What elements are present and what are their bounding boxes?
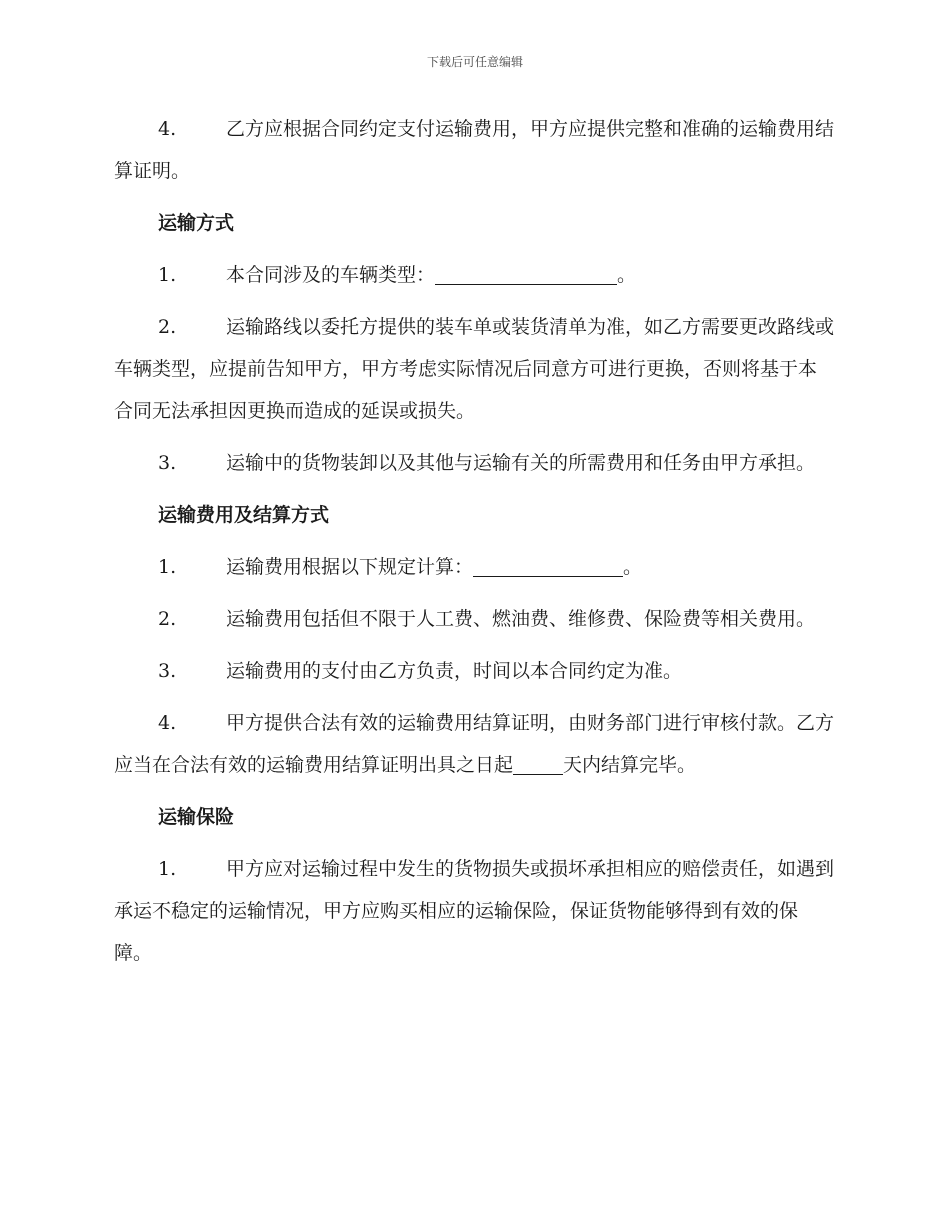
- section-heading-transport-method: 运输方式: [158, 212, 235, 234]
- clause-number: 1.: [158, 858, 177, 880]
- clause-number: 1.: [158, 264, 177, 286]
- clause-text: 乙方应根据合同约定支付运输费用，甲方应提供完整和准确的运输费用结算证明。: [114, 118, 835, 182]
- clause-fee-payer: [114, 650, 834, 692]
- clause-text-end: 天内结算完毕。: [563, 754, 697, 776]
- fill-in-blank: [513, 754, 563, 775]
- clause-fee-items: [114, 598, 834, 640]
- document-body: [114, 108, 834, 984]
- clause-text: 甲方提供合法有效的运输费用结算证明，由财务部门进行审核付款。乙方应当在合法有效的运输费用结算证明出具之日起: [114, 712, 835, 776]
- fill-in-blank: [473, 556, 623, 577]
- clause-text: 甲方应对运输过程中发生的货物损失或损坏承担相应的赔偿责任，如遇到承运不稳定的运输情况，甲方应购买相应的运输保险，保证货物能够得到有效的保障。: [114, 858, 835, 964]
- clause-text: 运输中的货物装卸以及其他与运输有关的所需费用和任务由甲方承担。: [226, 452, 816, 474]
- clause-number: 3.: [158, 660, 177, 682]
- clause-payment-4: [114, 108, 834, 192]
- clause-vehicle-type: [114, 254, 834, 296]
- clause-number: 4.: [158, 118, 177, 140]
- clause-route: [114, 306, 834, 432]
- clause-text: 运输费用根据以下规定计算：: [226, 556, 474, 578]
- clause-text: 运输费用包括但不限于人工费、燃油费、维修费、保险费等相关费用。: [226, 608, 816, 630]
- section-heading-fees-settlement: 运输费用及结算方式: [158, 504, 330, 526]
- page-header: 下载后可任意编辑: [426, 55, 523, 69]
- clause-number: 2.: [158, 608, 177, 630]
- clause-text-end: 。: [623, 556, 643, 578]
- clause-number: 2.: [158, 316, 177, 338]
- clause-text: 本合同涉及的车辆类型：: [226, 264, 436, 286]
- clause-text: 运输路线以委托方提供的装车单或装货清单为准，如乙方需要更改路线或车辆类型，应提前告知甲方，甲方考虑实际情况后同意方可进行更换，否则将基于本合同无法承担因更换而造成的延误或损失。: [114, 316, 835, 422]
- clause-loading: [114, 442, 834, 484]
- clause-insurance: [114, 848, 834, 974]
- clause-text-end: 。: [617, 264, 637, 286]
- clause-text: 运输费用的支付由乙方负责，时间以本合同约定为准。: [226, 660, 683, 682]
- clause-fee-calculation: [114, 546, 834, 588]
- clause-number: 4.: [158, 712, 177, 734]
- section-heading-insurance: 运输保险: [158, 806, 235, 828]
- clause-number: 3.: [158, 452, 177, 474]
- clause-number: 1.: [158, 556, 177, 578]
- clause-settlement-proof: [114, 702, 834, 786]
- fill-in-blank: [435, 264, 617, 285]
